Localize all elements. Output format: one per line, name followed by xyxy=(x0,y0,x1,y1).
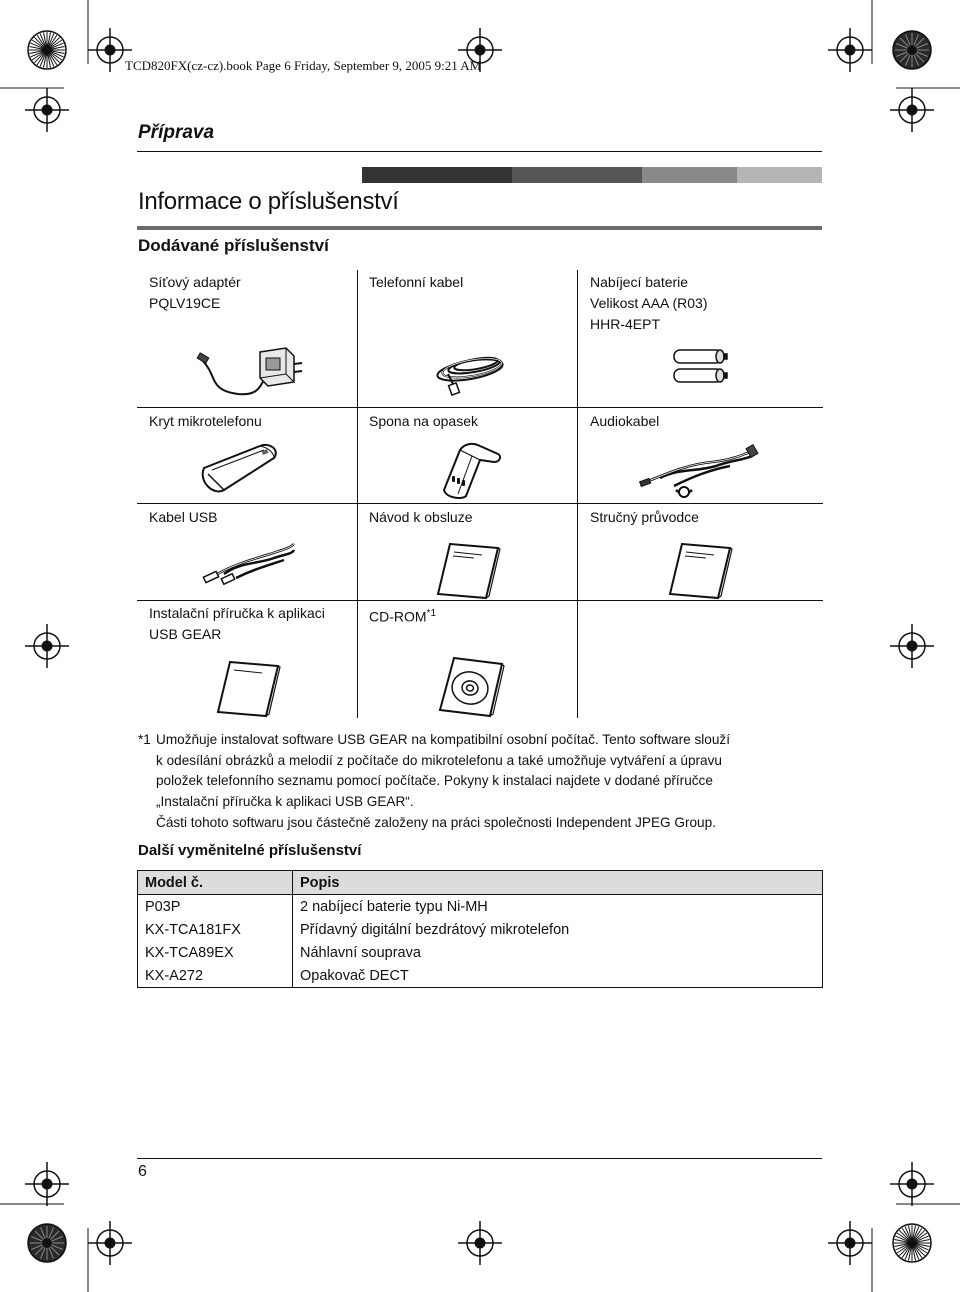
accessory-label: Kabel USB xyxy=(149,509,218,525)
supplied-accessories-heading: Dodávané příslušenství xyxy=(138,236,329,255)
footnote-mark: *1 xyxy=(138,732,151,747)
page-number: 6 xyxy=(138,1163,147,1180)
section-rule xyxy=(137,151,822,152)
table-cell-model: KX-A272 xyxy=(138,964,293,988)
accessory-label: Návod k obsluze xyxy=(369,509,473,525)
accessory-label: Instalační příručka k aplikaci USB GEAR xyxy=(149,605,325,642)
accessory-label: Spona na opasek xyxy=(369,413,478,429)
accessory-label: Stručný průvodce xyxy=(590,509,699,525)
table-row xyxy=(138,964,823,988)
accessory-label: Síťový adaptér PQLV19CE xyxy=(149,274,241,311)
grid-divider xyxy=(357,270,358,718)
accessory-label: Telefonní kabel xyxy=(369,274,464,290)
print-header: TCD820FX(cz-cz).book Page 6 Friday, September 9, 2005 9:21 AM xyxy=(125,58,482,73)
accessory-label: Nabíjecí baterie Velikost AAA (R03) HHR-4EPT xyxy=(590,274,708,332)
grid-divider xyxy=(137,503,823,504)
table-cell-model: KX-TCA181FX xyxy=(138,918,293,941)
grid-divider xyxy=(577,270,578,718)
table-cell-model: KX-TCA89EX xyxy=(138,941,293,964)
belt-clip-icon xyxy=(436,440,506,502)
batteries-icon xyxy=(672,348,732,388)
cd-rom-icon xyxy=(438,656,504,718)
footnote-line: k odesílání obrázků a melodií z počítače do mikrotelefonu a také umožňuje vytváření a úpravu xyxy=(156,752,722,768)
usb-cable-icon xyxy=(200,540,300,590)
section-title: Příprava xyxy=(138,122,215,143)
footer-rule xyxy=(137,1158,822,1159)
footnote-line: „Instalační příručka k aplikaci USB GEAR“. xyxy=(156,794,414,810)
accessory-label: CD-ROM$^{*1}$ xyxy=(369,608,436,625)
ac-adaptor-icon xyxy=(198,346,308,402)
handset-cover-icon xyxy=(198,442,298,498)
table-cell-description: Přídavný digitální bezdrátový mikrotelefon xyxy=(293,918,823,941)
table-cell-description: Náhlavní souprava xyxy=(293,941,823,964)
booklet-icon xyxy=(216,658,282,718)
title-bar xyxy=(137,167,822,183)
booklet-icon xyxy=(436,540,502,600)
table-row xyxy=(138,918,823,941)
accessory-label: Kryt mikrotelefonu xyxy=(149,413,262,429)
accessories-table xyxy=(137,870,823,988)
table-cell-model: P03P xyxy=(138,895,293,919)
footnote-line: položek telefonního seznamu pomocí počítače. Pokyny k instalaci najdete v dodané příručce xyxy=(156,773,713,789)
footnote-line: Umožňuje instalovat software USB GEAR na kompatibilní osobní počítač. Tento software slouží xyxy=(156,732,730,747)
grid-divider xyxy=(137,600,823,601)
table-cell-description: 2 nabíjecí baterie typu Ni-MH xyxy=(293,895,823,919)
accessory-label: Audiokabel xyxy=(590,413,660,429)
table-cell-description: Opakovač DECT xyxy=(293,964,823,988)
footnote-line: Části tohoto softwaru jsou částečně založeny na práci společnosti Independent JPEG Group. xyxy=(156,814,716,830)
table-header-model: Model č. xyxy=(138,871,293,895)
table-row xyxy=(138,895,823,919)
other-accessories-heading: Další vyměnitelné příslušenství xyxy=(138,842,362,859)
heading-bar xyxy=(137,226,822,230)
grid-divider xyxy=(137,407,823,408)
audio-cable-icon xyxy=(640,442,760,502)
footnote xyxy=(138,730,828,834)
page-title: Informace o příslušenství xyxy=(138,188,399,215)
table-row xyxy=(138,941,823,964)
telephone-cord-icon xyxy=(430,350,510,400)
table-header-description: Popis xyxy=(293,871,823,895)
booklet-icon xyxy=(668,540,734,600)
table-header-row xyxy=(138,871,823,895)
